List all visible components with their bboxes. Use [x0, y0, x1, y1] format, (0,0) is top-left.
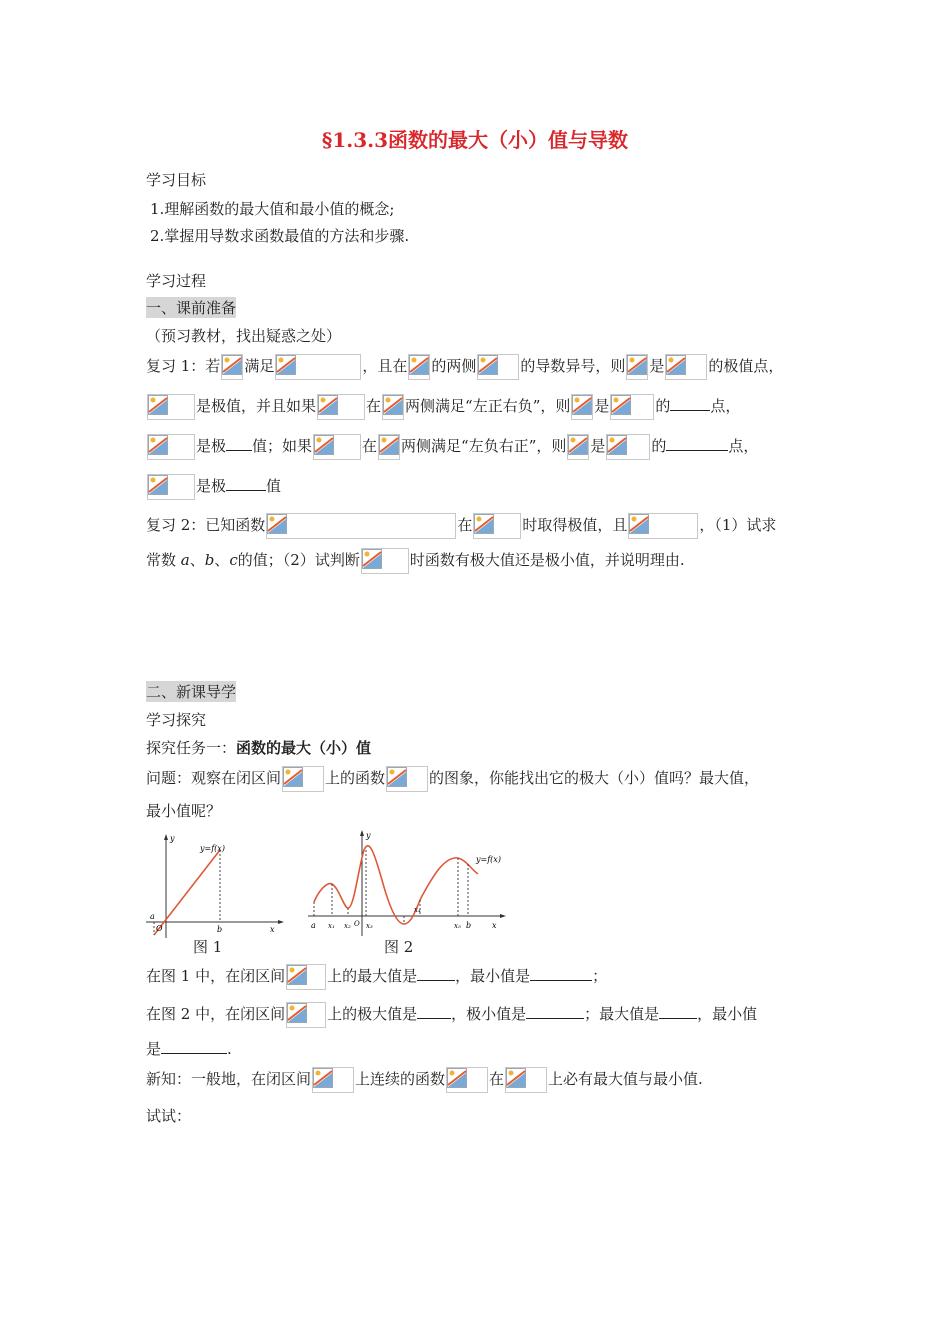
formula-image: [147, 434, 195, 460]
formula-image: [286, 1002, 326, 1028]
try-label: 试试：: [146, 1107, 192, 1125]
formula-image: [628, 513, 698, 539]
formula-image: [282, 766, 324, 792]
x-axis-arrow: [500, 914, 506, 918]
section-2-heading: 二、新课导学: [146, 683, 237, 701]
image-icon: [474, 514, 494, 534]
formula-image: [665, 354, 707, 380]
answer-blank[interactable]: [417, 966, 455, 981]
x3-label: x₃: [366, 922, 373, 930]
formula-image: [610, 394, 654, 420]
y-axis-arrow: [360, 830, 364, 836]
formula-image: [147, 394, 195, 420]
figure-2-caption: 图 2: [384, 938, 414, 956]
image-icon: [148, 395, 168, 415]
x4-label: x₄: [414, 906, 421, 914]
review2-line1: 复习 2：已知函数 在 时取得极值，且 ，（1）试求: [146, 511, 776, 539]
image-icon: [506, 1068, 526, 1088]
formula-image: [386, 766, 428, 792]
image-icon: [611, 395, 631, 415]
new-knowledge: 新知：一般地，在闭区间 上连续的函数 在 上必有最大值与最小值.: [146, 1065, 703, 1093]
image-icon: [314, 435, 334, 455]
formula-image: [266, 513, 456, 539]
image-icon: [478, 355, 498, 375]
review1-line1: 复习 1：若 满足 ，且在 的两侧 的导数异号，则 是 的极值点，: [146, 352, 783, 380]
answer-blank[interactable]: [161, 1039, 227, 1054]
y-axis-arrow: [164, 834, 168, 840]
image-icon: [568, 435, 588, 455]
answer-blank[interactable]: [226, 476, 266, 491]
formula-image: [317, 394, 365, 420]
image-icon: [379, 435, 399, 455]
section-1-heading: 一、课前准备: [146, 299, 237, 317]
formula-image: [606, 434, 650, 460]
fig1-question: 在图 1 中，在闭区间 上的最大值是 ，最小值是 ；: [146, 962, 607, 990]
image-icon: [409, 355, 429, 375]
goals-heading: 学习目标: [146, 171, 207, 189]
image-icon: [318, 395, 338, 415]
image-icon: [148, 475, 168, 495]
formula-image: [286, 964, 326, 990]
image-icon: [607, 435, 627, 455]
question-line2: 最小值呢？: [146, 802, 222, 820]
image-icon: [627, 355, 647, 375]
answer-blank[interactable]: [226, 436, 252, 451]
origin-label: O: [156, 924, 163, 933]
process-heading: 学习过程: [146, 272, 207, 290]
figure-1-graph: [144, 832, 284, 940]
formula-image: [378, 434, 400, 460]
func-label: y=f(x): [476, 855, 501, 864]
goal-item-2: 2.掌握用导数求函数最值的方法和步骤.: [150, 227, 410, 245]
formula-image: [505, 1067, 547, 1093]
y-label: y: [366, 831, 371, 840]
image-icon: [629, 514, 649, 534]
answer-blank[interactable]: [530, 966, 592, 981]
review1-line4: 是极 值: [146, 472, 281, 500]
answer-blank[interactable]: [659, 1004, 697, 1019]
x-axis-arrow: [278, 920, 284, 924]
explore-heading: 学习探究: [146, 711, 207, 729]
image-icon: [666, 355, 686, 375]
a-label: a: [311, 921, 316, 930]
x2-label: x₂: [344, 922, 351, 930]
formula-image: [361, 548, 409, 574]
goal-item-1: 1.理解函数的最大值和最小值的概念;: [150, 200, 395, 218]
page-title: §1.3.3函数的最大（小）值与导数: [321, 128, 629, 152]
formula-image: [477, 354, 519, 380]
formula-image: [313, 434, 361, 460]
x-label: x: [270, 925, 275, 934]
image-icon: [287, 965, 307, 985]
answer-blank[interactable]: [666, 436, 728, 451]
x5-label: x₅: [454, 922, 461, 930]
fig2-question-line1: 在图 2 中，在闭区间 上的极大值是 ，极小值是 ；最大值是 ，最小值: [146, 1000, 757, 1028]
figure-1-caption: 图 1: [193, 938, 223, 956]
formula-image: [147, 474, 195, 500]
preview-note: （预习教材，找出疑惑之处）: [146, 327, 342, 345]
x-label: x: [492, 921, 497, 930]
answer-blank[interactable]: [670, 396, 710, 411]
image-icon: [283, 767, 303, 787]
image-icon: [267, 514, 287, 534]
question-line1: 问题：观察在闭区间 上的函数 的图象，你能找出它的极大（小）值吗？最大值，: [146, 764, 759, 792]
guide-lines: [314, 850, 468, 924]
b-label: b: [466, 921, 472, 930]
b-label: b: [217, 925, 223, 934]
formula-image: [626, 354, 648, 380]
formula-image: [275, 354, 361, 380]
formula-image: [382, 394, 404, 420]
y-label: y: [170, 834, 175, 843]
image-icon: [447, 1068, 467, 1088]
review1-line3: 是极 值；如果 在 两侧满足“左负右正”，则 是 的 点，: [146, 432, 758, 460]
image-icon: [276, 355, 296, 375]
figure-2-graph: [306, 830, 506, 938]
review2-line2: 常数 a、b、c的值；（2）试判断 时函数有极大值还是极小值，并说明理由.: [146, 546, 685, 574]
formula-image: [221, 354, 243, 380]
formula-image: [446, 1067, 488, 1093]
image-icon: [287, 1003, 307, 1023]
answer-blank[interactable]: [417, 1004, 451, 1019]
answer-blank[interactable]: [526, 1004, 584, 1019]
review1-line2: 是极值，并且如果 在 两侧满足“左正右负”，则 是 的 点，: [146, 392, 740, 420]
formula-image: [473, 513, 521, 539]
origin-label: O: [354, 920, 360, 928]
fig2-question-line2: 是 .: [146, 1040, 232, 1058]
formula-image: [408, 354, 430, 380]
image-icon: [572, 395, 592, 415]
task-1: 探究任务一：函数的最大（小）值: [146, 739, 372, 757]
image-icon: [222, 355, 242, 375]
function-curve: [314, 846, 478, 924]
formula-image: [567, 434, 589, 460]
image-icon: [383, 395, 403, 415]
a-label: a: [150, 912, 155, 921]
x1-label: x₁: [328, 922, 335, 930]
formula-image: [312, 1067, 354, 1093]
formula-image: [571, 394, 593, 420]
image-icon: [148, 435, 168, 455]
func-label: y=f(x): [200, 844, 225, 853]
image-icon: [387, 767, 407, 787]
image-icon: [362, 549, 382, 569]
image-icon: [313, 1068, 333, 1088]
